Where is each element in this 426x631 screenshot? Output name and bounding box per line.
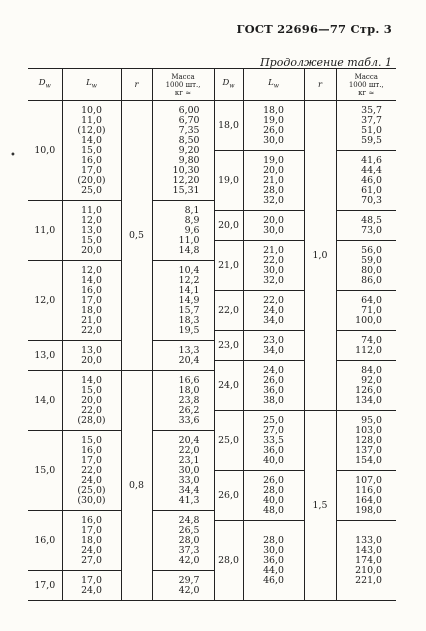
- mass-value: 41,6: [361, 154, 382, 166]
- right-mass-cell: [336, 151, 396, 211]
- lw-value: 25,0: [81, 184, 102, 196]
- lw-value: 16,0: [81, 284, 102, 296]
- mass-value: 128,0: [355, 434, 382, 446]
- lw-value: (12,0): [77, 124, 106, 136]
- lw-value: (30,0): [77, 494, 106, 506]
- lw-value: 24,0: [263, 304, 284, 316]
- left-dw-cell: 10,0: [28, 101, 62, 201]
- mass-value: 8,50: [178, 134, 200, 146]
- lw-value: 48,0: [263, 504, 284, 516]
- right-mass-cell: [336, 331, 396, 361]
- lw-value: 36,0: [263, 384, 284, 396]
- lw-value: 19,0: [263, 154, 284, 166]
- lw-value: 13,0: [81, 224, 102, 236]
- mass-value: 26,2: [178, 404, 200, 416]
- mass-value: 71,0: [361, 304, 382, 316]
- mass-value: 84,0: [361, 364, 382, 376]
- lw-value: 28,0: [263, 534, 284, 546]
- lw-value: 22,0: [263, 294, 284, 306]
- mass-value: 103,0: [355, 424, 382, 436]
- right-lw-cell: [243, 151, 304, 211]
- right-mass-cell: [336, 411, 396, 471]
- mass-value: 26,5: [178, 524, 200, 536]
- lw-value: 22,0: [263, 254, 284, 266]
- right-r-cell: 1,0: [304, 101, 336, 411]
- right-dw-cell: 18,0: [214, 101, 243, 151]
- lw-value: 20,0: [81, 354, 102, 366]
- right-mass-cell: [336, 101, 396, 151]
- mass-value: 14,1: [178, 284, 200, 296]
- mass-value: 7,35: [178, 124, 200, 136]
- lw-value: 15,0: [81, 384, 102, 396]
- mass-value: 56,0: [361, 244, 382, 256]
- mass-value: 9,20: [178, 144, 200, 156]
- mass-value: 22,0: [178, 444, 200, 456]
- mass-value: 14,8: [178, 244, 200, 256]
- mass-value: 143,0: [355, 544, 382, 556]
- mass-value: 44,4: [361, 164, 382, 176]
- lw-value: 24,0: [81, 544, 102, 556]
- left-lw-cell: [62, 101, 121, 201]
- lw-value: (28,0): [77, 414, 106, 426]
- left-dw-cell: 13,0: [28, 341, 62, 371]
- lw-value: 22,0: [81, 324, 102, 336]
- lw-value: 32,0: [263, 274, 284, 286]
- mass-value: 86,0: [361, 274, 382, 286]
- lw-value: 12,0: [81, 264, 102, 276]
- lw-value: 18,0: [81, 304, 102, 316]
- mass-value: 41,3: [178, 494, 200, 506]
- lw-value: 17,0: [81, 164, 102, 176]
- left-mass-cell: [152, 511, 214, 571]
- lw-value: 22,0: [81, 464, 102, 476]
- right-lw-cell: [243, 241, 304, 291]
- mass-value: 33,0: [178, 474, 200, 486]
- lw-value: 40,0: [263, 494, 284, 506]
- lw-value: 22,0: [81, 404, 102, 416]
- mass-value: 9,80: [178, 154, 200, 166]
- mass-value: 126,0: [355, 384, 382, 396]
- right-dw-cell: 23,0: [214, 331, 243, 361]
- mass-value: 154,0: [355, 454, 382, 466]
- mass-value: 34,4: [178, 484, 200, 496]
- mass-value: 74,0: [361, 334, 382, 346]
- col-r-left: r: [121, 69, 152, 101]
- mass-value: 73,0: [361, 224, 382, 236]
- right-mass-cell: [336, 471, 396, 521]
- mass-value: 80,0: [361, 264, 382, 276]
- lw-value: 36,0: [263, 444, 284, 456]
- left-mass-cell: [152, 101, 214, 201]
- right-lw-cell: [243, 291, 304, 331]
- mass-value: 59,0: [361, 254, 382, 266]
- lw-value: 27,0: [81, 554, 102, 566]
- mass-value: 11,0: [178, 234, 200, 246]
- lw-value: (20,0): [77, 174, 106, 186]
- mass-value: 8,1: [184, 204, 200, 216]
- left-lw-cell: [62, 511, 121, 571]
- right-dw-cell: 24,0: [214, 361, 243, 411]
- lw-value: 17,0: [81, 524, 102, 536]
- right-lw-cell: [243, 101, 304, 151]
- lw-value: 21,0: [263, 174, 284, 186]
- mass-value: 15,31: [172, 184, 200, 196]
- right-lw-cell: [243, 411, 304, 471]
- mass-value: 9,6: [184, 224, 200, 236]
- mass-value: 23,1: [178, 454, 200, 466]
- col-mass-left: Масса 1000 шт., кг ≈: [152, 69, 214, 101]
- mass-value: 19,5: [178, 324, 200, 336]
- lw-value: 16,0: [81, 154, 102, 166]
- mass-value: 61,0: [361, 184, 382, 196]
- lw-value: 26,0: [263, 474, 284, 486]
- mass-value: 10,4: [178, 264, 200, 276]
- lw-value: 33,5: [263, 434, 284, 446]
- lw-value: 10,0: [81, 104, 102, 116]
- mass-value: 20,4: [178, 434, 200, 446]
- mass-value: 8,9: [184, 214, 200, 226]
- lw-value: 28,0: [263, 484, 284, 496]
- mass-value: 20,4: [178, 354, 200, 366]
- mass-value: 48,5: [361, 214, 382, 226]
- col-dw-left: $D_w$: [28, 69, 62, 101]
- mass-value: 70,3: [361, 194, 382, 206]
- left-mass-cell: [152, 431, 214, 511]
- left-lw-cell: [62, 341, 121, 371]
- lw-value: 25,0: [263, 414, 284, 426]
- mass-value: 24,8: [178, 514, 200, 526]
- right-lw-cell: [243, 471, 304, 521]
- mass-value: 64,0: [361, 294, 382, 306]
- mass-value: 59,5: [361, 134, 382, 146]
- right-dw-cell: 25,0: [214, 411, 243, 471]
- right-mass-cell: [336, 241, 396, 291]
- lw-value: 16,0: [81, 444, 102, 456]
- mass-value: 18,3: [178, 314, 200, 326]
- right-lw-cell: [243, 331, 304, 361]
- left-lw-cell: [62, 201, 121, 261]
- lw-value: 17,0: [81, 294, 102, 306]
- mass-value: 12,2: [178, 274, 200, 286]
- lw-value: 46,0: [263, 574, 284, 586]
- mass-value: 137,0: [355, 444, 382, 456]
- lw-value: 13,0: [81, 344, 102, 356]
- lw-value: 27,0: [263, 424, 284, 436]
- right-lw-cell: [243, 211, 304, 241]
- right-dw-cell: 22,0: [214, 291, 243, 331]
- right-lw-cell: [243, 521, 304, 601]
- left-r-cell: 0,5: [121, 101, 152, 371]
- mass-value: 13,3: [178, 344, 200, 356]
- left-mass-cell: [152, 261, 214, 341]
- lw-value: 26,0: [263, 124, 284, 136]
- left-dw-cell: 14,0: [28, 371, 62, 431]
- mass-value: 15,7: [178, 304, 200, 316]
- left-dw-cell: 15,0: [28, 431, 62, 511]
- col-r-right: r: [304, 69, 336, 101]
- right-dw-cell: 28,0: [214, 521, 243, 601]
- lw-value: 17,0: [81, 574, 102, 586]
- left-r-cell: 0,8: [121, 371, 152, 601]
- mass-value: 221,0: [355, 574, 382, 586]
- mass-value: 6,70: [178, 114, 200, 126]
- lw-value: 15,0: [81, 434, 102, 446]
- lw-value: 21,0: [81, 314, 102, 326]
- mass-value: 112,0: [355, 344, 382, 356]
- table-continuation-caption: Продолжение табл. 1: [260, 56, 392, 69]
- mass-value: 164,0: [355, 494, 382, 506]
- lw-value: 30,0: [263, 264, 284, 276]
- right-dw-cell: 21,0: [214, 241, 243, 291]
- right-mass-cell: [336, 211, 396, 241]
- lw-value: 38,0: [263, 394, 284, 406]
- left-lw-cell: [62, 371, 121, 431]
- lw-value: 11,0: [81, 204, 102, 216]
- lw-value: 18,0: [81, 534, 102, 546]
- lw-value: 14,0: [81, 274, 102, 286]
- page-header: ГОСТ 22696—77 Стр. 3: [236, 22, 392, 36]
- lw-value: 11,0: [81, 114, 102, 126]
- mass-value: 12,20: [172, 174, 200, 186]
- lw-value: 30,0: [263, 134, 284, 146]
- lw-value: 21,0: [263, 244, 284, 256]
- lw-value: 19,0: [263, 114, 284, 126]
- mass-value: 23,8: [178, 394, 200, 406]
- mass-value: 14,9: [178, 294, 200, 306]
- right-dw-cell: 20,0: [214, 211, 243, 241]
- lw-value: 20,0: [81, 244, 102, 256]
- lw-value: 14,0: [81, 374, 102, 386]
- left-dw-cell: 12,0: [28, 261, 62, 341]
- lw-value: 34,0: [263, 344, 284, 356]
- mass-value: 28,0: [178, 534, 200, 546]
- right-r-cell: 1,5: [304, 411, 336, 601]
- mass-value: 42,0: [178, 584, 200, 596]
- lw-value: 24,0: [263, 364, 284, 376]
- lw-value: 30,0: [263, 544, 284, 556]
- lw-value: 28,0: [263, 184, 284, 196]
- col-mass-right: Масса 1000 шт., кг ≈: [336, 69, 396, 101]
- mass-value: 116,0: [355, 484, 382, 496]
- right-mass-cell: [336, 361, 396, 411]
- mass-value: 6,00: [178, 104, 200, 116]
- mass-value: 16,6: [178, 374, 200, 386]
- right-dw-cell: 26,0: [214, 471, 243, 521]
- header-row: [28, 69, 396, 101]
- lw-value: 40,0: [263, 454, 284, 466]
- lw-value: 44,0: [263, 564, 284, 576]
- lw-value: 32,0: [263, 194, 284, 206]
- lw-value: 15,0: [81, 144, 102, 156]
- lw-value: 34,0: [263, 314, 284, 326]
- lw-value: 12,0: [81, 214, 102, 226]
- mass-value: 133,0: [355, 534, 382, 546]
- right-mass-cell: [336, 521, 396, 601]
- mass-value: 42,0: [178, 554, 200, 566]
- right-mass-cell: [336, 291, 396, 331]
- lw-value: 14,0: [81, 134, 102, 146]
- lw-value: 20,0: [81, 394, 102, 406]
- lw-value: 24,0: [81, 584, 102, 596]
- mass-value: 18,0: [178, 384, 200, 396]
- left-mass-cell: [152, 201, 214, 261]
- lw-value: 26,0: [263, 374, 284, 386]
- mass-value: 35,7: [361, 104, 382, 116]
- lw-value: 20,0: [263, 164, 284, 176]
- left-lw-cell: [62, 431, 121, 511]
- left-mass-cell: [152, 371, 214, 431]
- lw-value: 18,0: [263, 104, 284, 116]
- mass-value: 46,0: [361, 174, 382, 186]
- lw-value: 17,0: [81, 454, 102, 466]
- mass-value: 51,0: [361, 124, 382, 136]
- left-dw-cell: 17,0: [28, 571, 62, 601]
- lw-value: 30,0: [263, 224, 284, 236]
- mass-value: 107,0: [355, 474, 382, 486]
- col-lw-right: $L_w$: [243, 69, 304, 101]
- washer-table: [28, 68, 396, 601]
- mass-value: 134,0: [355, 394, 382, 406]
- lw-value: (25,0): [77, 484, 106, 496]
- left-mass-cell: [152, 341, 214, 371]
- mass-value: 100,0: [355, 314, 382, 326]
- lw-value: 24,0: [81, 474, 102, 486]
- mass-value: 30,0: [178, 464, 200, 476]
- mass-value: 10,30: [172, 164, 200, 176]
- mass-value: 37,7: [361, 114, 382, 126]
- table-row: [28, 101, 396, 111]
- right-dw-cell: 19,0: [214, 151, 243, 211]
- mass-value: 95,0: [361, 414, 382, 426]
- lw-value: 16,0: [81, 514, 102, 526]
- mass-value: 92,0: [361, 374, 382, 386]
- left-lw-cell: [62, 571, 121, 601]
- mass-value: 198,0: [355, 504, 382, 516]
- left-dw-cell: 11,0: [28, 201, 62, 261]
- mass-value: 29,7: [178, 574, 200, 586]
- left-lw-cell: [62, 261, 121, 341]
- mass-value: 37,3: [178, 544, 200, 556]
- col-lw-left: $L_w$: [62, 69, 121, 101]
- col-dw-right: $D_w$: [214, 69, 243, 101]
- lw-value: 23,0: [263, 334, 284, 346]
- left-mass-cell: [152, 571, 214, 601]
- lw-value: 36,0: [263, 554, 284, 566]
- left-dw-cell: 16,0: [28, 511, 62, 571]
- scan-mark: •: [10, 150, 16, 161]
- mass-value: 33,6: [178, 414, 200, 426]
- mass-value: 174,0: [355, 554, 382, 566]
- lw-value: 20,0: [263, 214, 284, 226]
- mass-value: 210,0: [355, 564, 382, 576]
- lw-value: 15,0: [81, 234, 102, 246]
- right-lw-cell: [243, 361, 304, 411]
